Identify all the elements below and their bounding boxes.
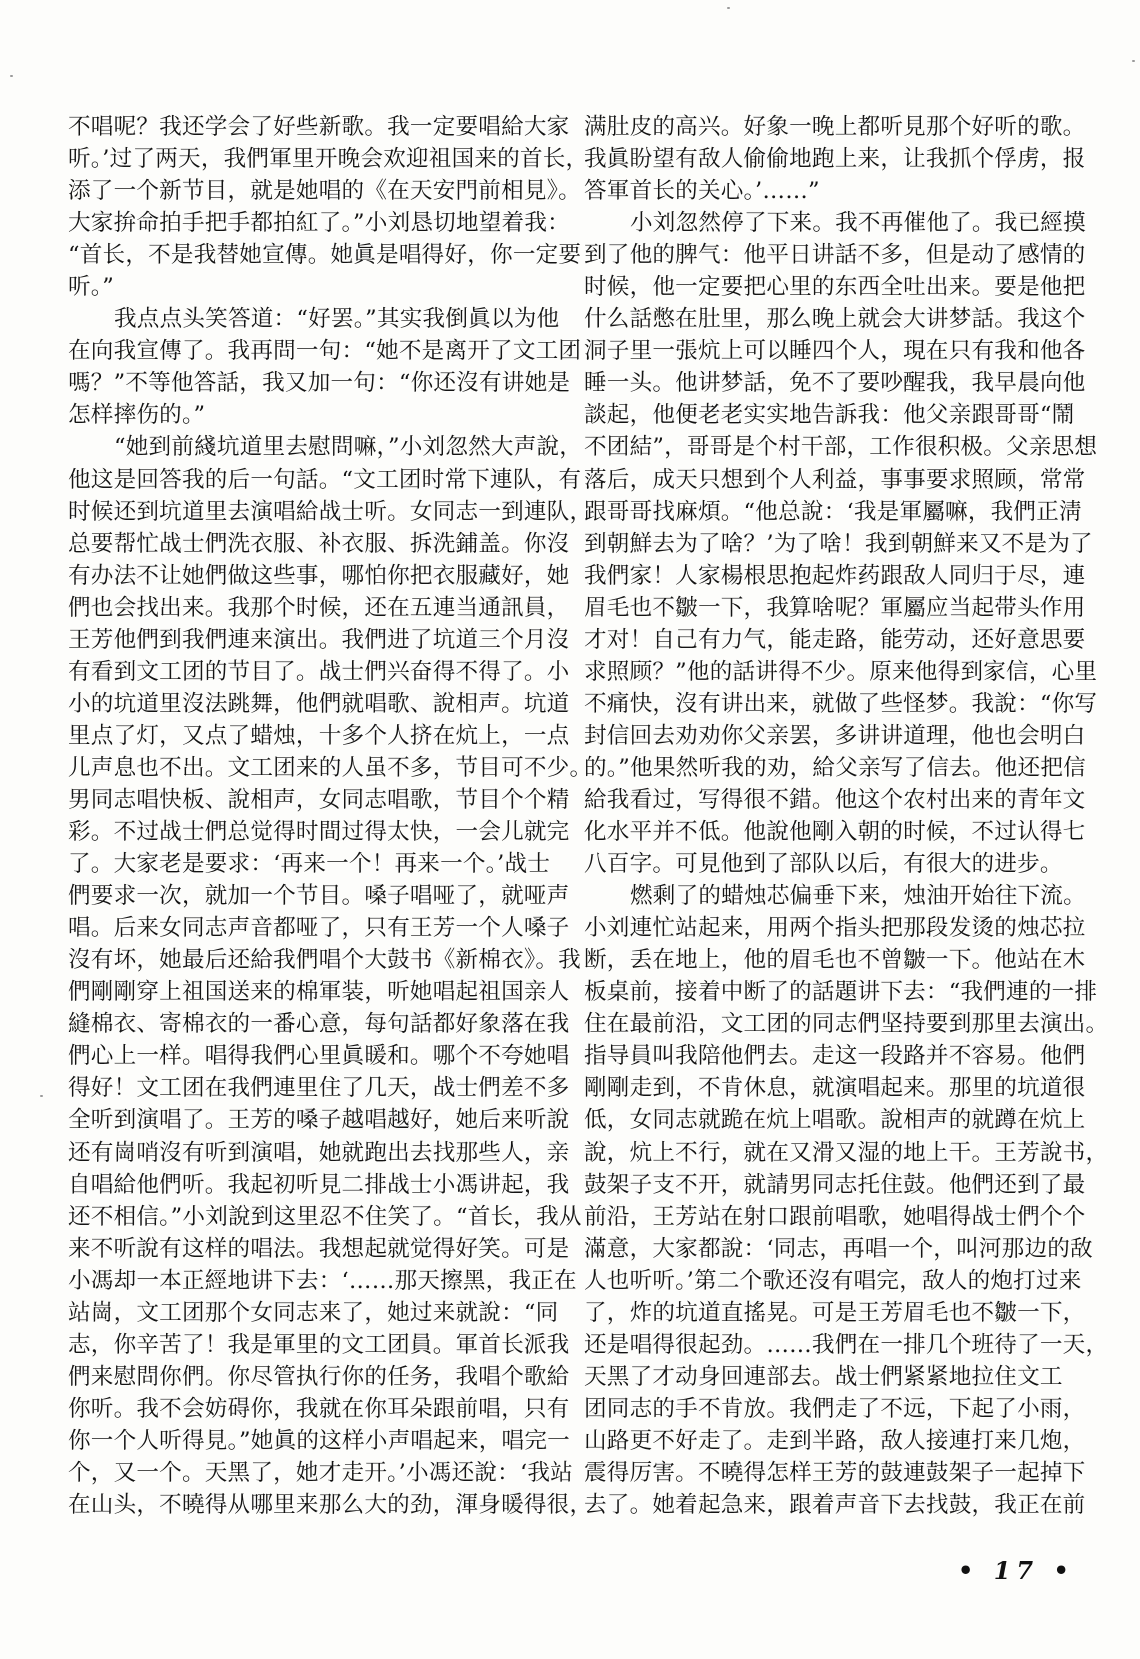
text-line: “首长，不是我替她宣傳。她眞是唱得好，你一定要 xyxy=(68,242,582,269)
text-line: 不唱呢？我还学会了好些新歌。我一定要唱給大家 xyxy=(68,114,570,140)
text-line: 不痛快，沒有讲出来，就做了些怪梦。我說：“你写 xyxy=(584,690,1098,717)
text-line: 答軍首长的关心。’……” xyxy=(584,178,820,205)
scan-speck xyxy=(40,1095,43,1097)
text-line: 了，炸的坑道直搖晃。可是王芳眉毛也不皺一下， xyxy=(584,1299,1086,1326)
text-line: 落后，成天只想到个人利益，事事要求照顾，常常 xyxy=(584,466,1086,493)
text-line: 說，炕上不行，就在又滑又湿的地上干。王芳說书， xyxy=(584,1139,1109,1166)
text-line: 小馮却一本正經地讲下去：‘……那天擦黑，我正在 xyxy=(68,1267,577,1294)
text-line: 个，又一个。天黑了，她才走开。’小馮还說：‘我站 xyxy=(68,1459,573,1486)
text-line: 燃剩了的蜡烛芯偏垂下来，烛油开始往下流。 xyxy=(630,883,1086,910)
text-line: 我眞盼望有敌人偷偷地跑上来，让我抓个俘虏，报 xyxy=(584,146,1086,173)
text-line: 儿声息也不出。文工团来的人虽不多，节目可不少。 xyxy=(68,754,593,781)
scan-speck xyxy=(727,7,730,9)
text-line: 团同志的手不肯放。我們走了不远，下起了小雨， xyxy=(584,1395,1086,1422)
text-line: 八百字。可見他到了部队以后，有很大的进步。 xyxy=(584,851,1063,878)
text-line: 天黑了才动身回連部去。战士們紧紧地拉住文工 xyxy=(584,1363,1063,1390)
text-line: 得好！文工团在我們連里住了几天，战士們差不多 xyxy=(68,1075,570,1102)
text-line: 縫棉衣、寄棉衣的一番心意，每句話都好象落在我 xyxy=(68,1011,570,1038)
text-line: 在向我宣傳了。我再問一句：“她不是离开了文工团 xyxy=(68,338,582,365)
text-line: 还有崗哨沒有听到演唱，她就跑出去找那些人，亲 xyxy=(68,1139,570,1166)
text-line: 前沿，王芳站在射口跟前唱歌，她唱得战士們个个 xyxy=(584,1203,1086,1230)
text-line: 什么話憋在肚里，那么晚上就会大讲梦話。我这个 xyxy=(584,306,1086,333)
text-line: 时候还到坑道里去演唱給战士听。女同志一到連队， xyxy=(68,498,593,525)
text-line: 的。”他果然听我的劝，給父亲写了信去。他还把信 xyxy=(584,754,1086,781)
text-line: 到了他的脾气：他平日讲話不多，但是动了感情的 xyxy=(584,242,1086,269)
text-line: 还是唱得很起劲。……我們在一排几个班待了一天， xyxy=(584,1331,1109,1358)
text-line: 封信回去劝劝你父亲罢，多讲讲道理，他也会明白 xyxy=(584,722,1086,749)
text-line: 了。大家老是要求：‘再来一个！再来一个。’战士 xyxy=(68,851,551,878)
text-line: 自唱給他們听。我起初听見二排战士小馮讲起，我 xyxy=(68,1171,570,1198)
text-line: 在山头，不曉得从哪里来那么大的劲，渾身暖得很， xyxy=(68,1492,593,1519)
text-line: 彩。不过战士們总觉得时間过得太快，一会儿就完 xyxy=(68,819,570,846)
text-line: “她到前綫坑道里去慰問嘛，”小刘忽然大声說， xyxy=(114,434,583,461)
text-line: 唱。后来女同志声音都哑了，只有王芳一个人嗓子 xyxy=(68,915,570,942)
text-line: 人也听听。’第二个歌还沒有唱完，敌人的炮打过来 xyxy=(584,1267,1082,1294)
text-line: 給我看过，写得很不錯。他这个农村出来的青年文 xyxy=(584,786,1086,813)
text-line: 住在最前沿，文工团的同志們坚持要到那里去演出。 xyxy=(584,1011,1109,1038)
text-line: 里点了灯，又点了蜡烛，十多个人挤在炕上，一点 xyxy=(68,722,570,749)
text-line: 志，你辛苦了！我是軍里的文工团員。軍首长派我 xyxy=(68,1331,570,1358)
text-line: 化水平并不低。他說他剛入朝的时候，不过认得七 xyxy=(584,819,1086,846)
scan-speck xyxy=(10,75,13,77)
text-line: 板桌前，接着中断了的話題讲下去：“我們連的一排 xyxy=(584,979,1098,1006)
text-line: 跟哥哥找麻煩。“他总說：‘我是軍屬嘛，我們正淸 xyxy=(584,498,1082,525)
text-line: 山路更不好走了。走到半路，敌人接連打来几炮， xyxy=(584,1427,1086,1454)
text-line: 全听到演唱了。王芳的嗓子越唱越好，她后来听說 xyxy=(68,1107,570,1134)
text-line: 听。’过了两天，我們軍里开晚会欢迎祖国来的首长， xyxy=(68,146,589,173)
text-line: 洞子里一張炕上可以睡四个人，現在只有我和他各 xyxy=(584,338,1086,365)
text-line: 时候，他一定要把心里的东西全吐出来。要是他把 xyxy=(584,274,1086,301)
text-line: 王芳他們到我們連来演出。我們进了坑道三个月沒 xyxy=(68,626,570,653)
text-line: 添了一个新节目，就是她唱的《在天安門前相見》。 xyxy=(68,178,581,205)
text-line: 还不相信。”小刘說到这里忍不住笑了。“首长，我从 xyxy=(68,1203,582,1230)
text-line: 求照顾？”他的話讲得不少。原来他得到家信，心里 xyxy=(584,658,1098,685)
text-line: 他这是回答我的后一句話。“文工团时常下連队，有 xyxy=(68,466,582,493)
text-line: 总要帮忙战士們洗衣服、补衣服、拆洗鋪盖。你沒 xyxy=(68,530,570,557)
text-line: 鼓架子支不开，就請男同志托住鼓。他們还到了最 xyxy=(584,1171,1086,1198)
left-column xyxy=(68,111,593,1521)
text-line: 小刘忽然停了下来。我不再催他了。我已經摸 xyxy=(630,210,1086,237)
text-line: 大家拚命拍手把手都拍紅了。”小刘恳切地望着我： xyxy=(68,210,570,237)
text-line: 去了。她着起急来，跟着声音下去找鼓，我正在前 xyxy=(584,1492,1086,1519)
page-number: • 17 • xyxy=(958,1556,1075,1585)
text-line: 站崗，文工团那个女同志来了，她过来就說：“同 xyxy=(68,1299,559,1326)
right-column xyxy=(584,111,1109,1521)
text-line: 震得厉害。不曉得怎样王芳的鼓連鼓架子一起掉下 xyxy=(584,1459,1086,1486)
text-line: 断，丢在地上，他的眉毛也不曾皺一下。他站在木 xyxy=(584,947,1086,974)
text-line: 男同志唱快板、說相声，女同志唱歌，节目个个精 xyxy=(68,786,570,813)
text-line: 听。” xyxy=(68,274,115,301)
text-line: 們剛剛穿上祖国送来的棉軍装，听她唱起祖国亲人 xyxy=(68,979,570,1006)
text-line: 来不听說有这样的唱法。我想起就觉得好笑。可是 xyxy=(68,1235,570,1262)
text-line: 怎样摔伤的。” xyxy=(68,402,206,429)
text-line: 有办法不让她們做这些事，哪怕你把衣服藏好，她 xyxy=(68,562,570,589)
text-line: 沒有坏，她最后还給我們唱个大鼓书《新棉衣》。我 xyxy=(68,947,581,974)
text-line: 小刘連忙站起来，用两个指头把那段发烫的烛芯拉 xyxy=(584,915,1086,942)
text-line: 指导員叫我陪他們去。走这一段路并不容易。他們 xyxy=(584,1043,1086,1070)
text-line: 不团結”，哥哥是个村干部，工作很积极。父亲思想 xyxy=(584,434,1098,461)
text-line: 小的坑道里沒法跳舞，他們就唱歌、說相声。坑道 xyxy=(68,690,570,717)
text-line: 你一个人听得見。”她眞的这样小声唱起来，唱完一 xyxy=(68,1427,570,1454)
text-line: 睡一头。他讲梦話，免不了要吵醒我，我早晨向他 xyxy=(584,370,1086,397)
text-line: 到朝鮮去为了啥？’为了啥！我到朝鮮来又不是为了 xyxy=(584,530,1093,557)
text-line: 滿意，大家都說：‘同志，再唱一个，叫河那边的敌 xyxy=(584,1235,1093,1262)
text-line: 有看到文工团的节目了。战士們兴奋得不得了。小 xyxy=(68,658,570,685)
text-line: 剛剛走到，不肯休息，就演唱起来。那里的坑道很 xyxy=(584,1075,1086,1102)
text-line: 才对！自己有力气，能走路，能劳动，还好意思要 xyxy=(584,626,1086,653)
text-line: 們来慰問你們。你尽管执行你的任务，我唱个歌給 xyxy=(68,1363,570,1390)
text-line: 我点点头笑答道：“好罢。”其实我倒眞以为他 xyxy=(114,306,560,333)
text-line: 眉毛也不皺一下，我算啥呢？軍屬应当起带头作用 xyxy=(584,594,1086,621)
text-line: 你听。我不会妨碍你，我就在你耳朵跟前唱，只有 xyxy=(68,1395,570,1422)
text-line: 我們家！人家楊根思抱起炸药跟敌人同归于尽，連 xyxy=(584,562,1086,589)
text-line: 低，女同志就跪在炕上唱歌。說相声的就蹲在炕上 xyxy=(584,1107,1086,1134)
text-line: 們心上一样。唱得我們心里眞暖和。哪个不夸她唱 xyxy=(68,1043,570,1070)
text-line: 談起，他便老老实实地告訴我：他父亲跟哥哥“鬧 xyxy=(584,402,1075,429)
text-line: 們也会找出来。我那个时候，还在五連当通訊員， xyxy=(68,594,570,621)
text-line: 們要求一次，就加一个节目。嗓子唱哑了，就哑声 xyxy=(68,883,570,910)
text-line: 满肚皮的高兴。好象一晚上都听見那个好听的歌。 xyxy=(584,114,1086,140)
scan-speck xyxy=(1132,60,1135,62)
text-line: 嗎？”不等他答話，我又加一句：“你还沒有讲她是 xyxy=(68,370,571,397)
